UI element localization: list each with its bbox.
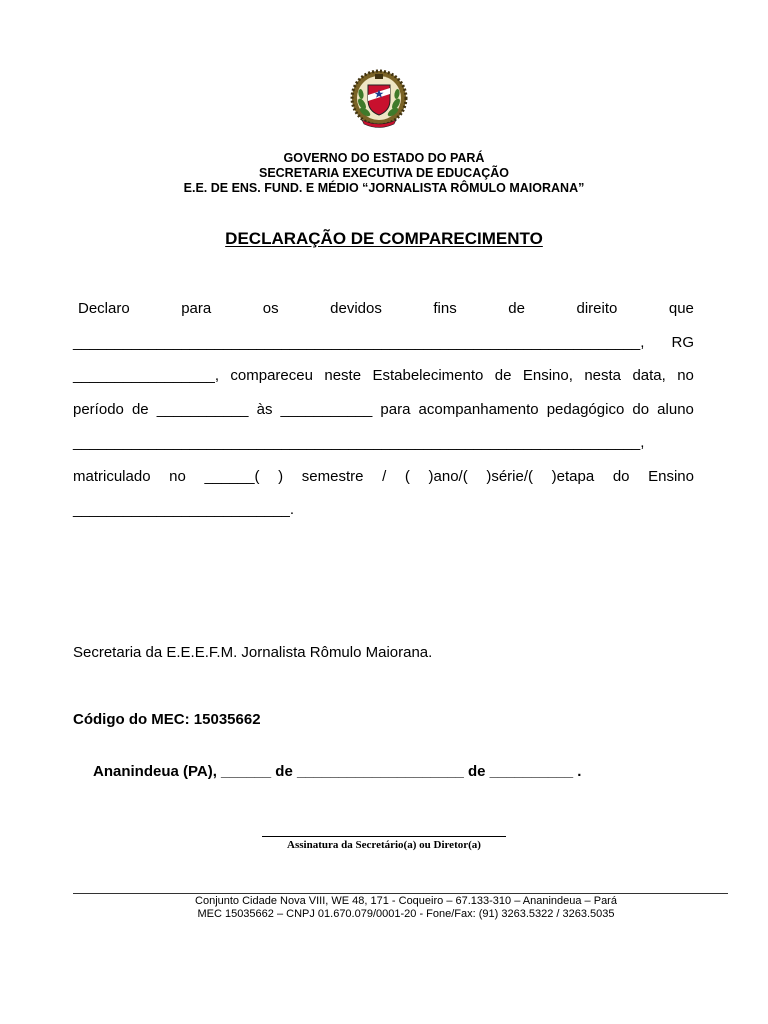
footer-address: Conjunto Cidade Nova VIII, WE 48, 171 - Coqueiro – 67.133-310 – Ananindeua – Pará: [195, 895, 617, 907]
body-word: nesta: [584, 367, 622, 384]
body-word: ___________: [156, 400, 249, 418]
body-word: matriculado: [73, 467, 151, 485]
body-word: devidos: [330, 300, 382, 317]
body-word: __________________________.: [73, 501, 295, 518]
body-word: _________________,: [73, 367, 219, 384]
body-word: de: [508, 300, 525, 317]
body-word: ____________________________________________________________________,: [73, 333, 645, 351]
body-word: Estabelecimento: [372, 367, 484, 384]
body-line: [73, 401, 694, 435]
body-word: fins: [433, 300, 457, 317]
body-word: de: [131, 400, 149, 418]
state-coat-of-arms-icon: [350, 68, 408, 132]
document-title: DECLARAÇÃO DE COMPARECIMENTO: [225, 229, 543, 248]
body-line: [73, 334, 694, 368]
body-line: [73, 501, 694, 535]
body-line: [73, 468, 694, 502]
signature-label: Assinatura da Secretário(a) ou Diretor(a): [287, 839, 481, 851]
body-word: ): [278, 467, 284, 485]
body-word: )etapa: [551, 467, 595, 485]
body-word: para: [380, 400, 411, 418]
body-word: no: [169, 467, 186, 485]
body-word: (: [404, 467, 410, 485]
signature-line: [262, 836, 506, 837]
header-secretariat-line: SECRETARIA EXECUTIVA DE EDUCAÇÃO: [258, 166, 510, 180]
body-word: ___________: [280, 400, 373, 418]
declaration-body: [73, 300, 694, 535]
body-word: /: [382, 467, 387, 485]
body-word: RG: [671, 333, 694, 351]
body-word: de: [494, 367, 512, 384]
body-word: compareceu: [230, 367, 313, 384]
secretaria-line: Secretaria da E.E.E.F.M. Jornalista Rômulo Maiorana.: [73, 644, 433, 661]
footer-contact: MEC 15035662 – CNPJ 01.670.079/0001-20 - Fone/Fax: (91) 3263.5322 / 3263.5035: [197, 908, 615, 920]
body-line: [73, 434, 694, 468]
body-word: Declaro: [78, 300, 130, 317]
body-word: data,: [632, 367, 666, 384]
body-word: que: [668, 300, 694, 317]
body-word: Ensino: [648, 467, 694, 485]
header-school-line: E.E. DE ENS. FUND. E MÉDIO “JORNALISTA RÔMULO MAIORANA”: [183, 181, 585, 195]
body-word: acompanhamento: [418, 400, 539, 418]
body-word: semestre: [301, 467, 364, 485]
body-word: Ensino,: [522, 367, 573, 384]
body-word: ______(: [204, 467, 260, 485]
body-word: período: [73, 400, 124, 418]
body-word: do: [612, 467, 630, 485]
body-word: direito: [576, 300, 618, 317]
body-line: [73, 367, 694, 401]
body-word: neste: [324, 367, 362, 384]
date-line: Ananindeua (PA), ______ de ____________________ de __________ .: [93, 763, 582, 780]
header-government-line: GOVERNO DO ESTADO DO PARÁ: [283, 151, 485, 165]
footer-divider: [73, 893, 728, 894]
body-word: os: [262, 300, 279, 317]
body-word: para: [181, 300, 212, 317]
body-line: [73, 300, 694, 334]
body-word: do: [632, 400, 650, 418]
body-word: no: [677, 367, 694, 384]
body-word: às: [256, 400, 273, 418]
mec-code: Código do MEC: 15035662: [73, 711, 261, 728]
body-word: )ano/(: [428, 467, 468, 485]
body-word: ____________________________________________________________________,: [73, 434, 645, 451]
body-word: aluno: [657, 400, 694, 418]
body-word: pedagógico: [546, 400, 625, 418]
body-word: )série/(: [486, 467, 534, 485]
